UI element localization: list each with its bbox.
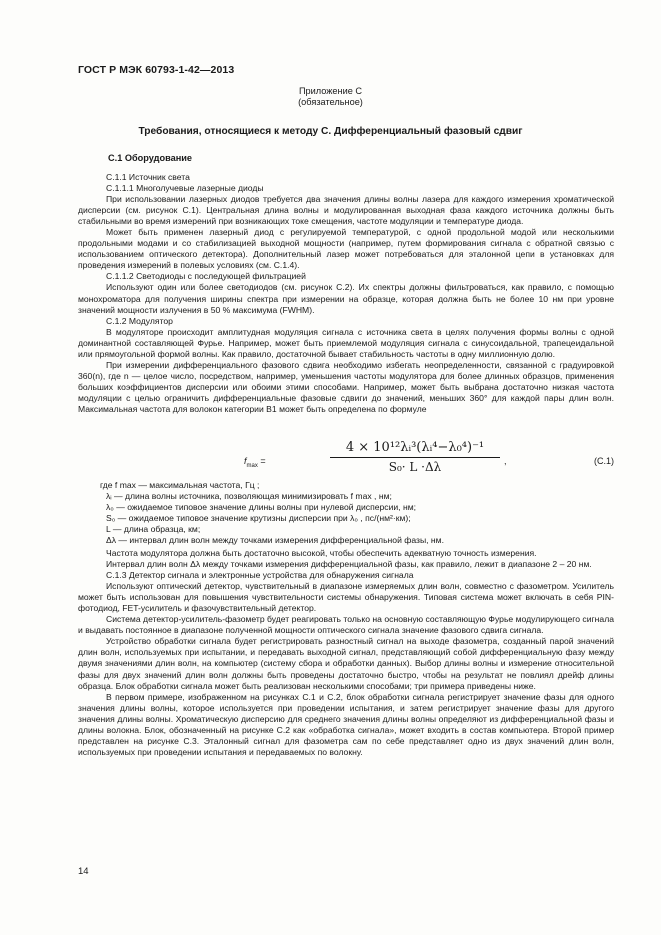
paragraph: Интервал длин волн Δλ между точками измерения дифференциальной фазы, как правило, лежит в диапазоне 2 – 20 нм. bbox=[106, 559, 592, 570]
main-title: Требования, относящиеся к методу С. Дифференциальный фазовый сдвиг bbox=[138, 126, 523, 137]
paragraph: В модуляторе происходит амплитудная модуляция сигнала с источника света в целях получения формы волны с одной доминантной составляющей Фурье. Например, может быть приемлемой модуляция сигнала с синусоидальной, трапецеидальной или прямоугольной формой волны. Как правило, достаточной бывает стабильность частоты в одну миллионную долю. bbox=[78, 326, 614, 359]
paragraph: Используют оптический детектор, чувствительный в диапазоне измеряемых длин волн, совместно с фазометром. Усилитель может быть использован для повышения чувствительности системы обнаружения. Типовая система может включать в себя PIN-фотодиод, FET-усилитель и фазочувствительный детектор. bbox=[78, 581, 614, 614]
paragraph: Может быть применен лазерный диод с регулируемой температурой, с одной продольной модой или несколькими продольными модами и со стабилизацией выходной мощности (например, путем формирования сигнала с обратной связью с использованием оптического детектора). Дополнительный лазер может потребоваться для эталонной цепи в установках для проведения измерений в полевых условиях (см. С.1.4). bbox=[78, 227, 614, 271]
subheading: С.1.3 Детектор сигнала и электронные устройства для обнаружения сигнала bbox=[106, 570, 414, 581]
subheading: С.1.1.1 Многолучевые лазерные диоды bbox=[106, 183, 264, 194]
legend-item: где f max — максимальная частота, Гц ; bbox=[100, 480, 260, 490]
paragraph: Устройство обработки сигнала будет регистрировать разностный сигнал на выходе фазометра, созданный парой значений длин волн, используемых при испытании, и передавать выходной сигнал, представляющий собой дифференциальную фазу между двумя значениями длин волн, на компьютер (систему сбора и обработки данных). Выбор длины волны и измерение относительной фазы для двух значений длин волн должны быть проведены достаточно быстро, чтобы на результат не повлиял дрейф длины образца. Блок обработки сигнала может быть реализован несколькими способами; три примера приведены ниже. bbox=[78, 636, 614, 691]
legend-item: Δλ — интервал длин волн между точками измерения дифференциальной фазы, нм. bbox=[106, 535, 444, 546]
equation-number: (С.1) bbox=[594, 456, 614, 466]
legend-item: S₀ — ожидаемое типовое значение крутизны дисперсии при λ₀ , пс/(нм²·км); bbox=[106, 513, 411, 524]
formula-punctuation: , bbox=[504, 456, 507, 466]
page-number: 14 bbox=[78, 866, 89, 877]
paragraph: Используют один или более светодиодов (см. рисунок С.2). Их спектры должны фильтроваться, как правило, с помощью монохроматора для получения ширины спектра при измерении на образце, которая должна быть не более 10 нм при уровне значений мощности излучения в 50 % максимума (FWHM). bbox=[78, 282, 614, 315]
formula-legend bbox=[100, 480, 614, 547]
formula-c1 bbox=[78, 440, 614, 480]
formula-numerator: 4 × 10¹²λᵢ³(λᵢ⁴−λ₀⁴)⁻¹ bbox=[330, 440, 500, 458]
subheading: С.1.2 Модулятор bbox=[106, 315, 173, 326]
paragraph: При измерении дифференциального фазового сдвига необходимо избегать неопределенности, связанной с градуировкой 360(n), где n — целое число, посредством, например, уменьшения частоты модулятора для более длинных образцов, применения больших коэффициентов дисперсии или обоими этими способами. Например, может быть выбрана достаточно низкая частота модуляции с целью ограничить дифференциальные фазовые сдвиги до значений, меньших 360° для каждой пары длин волн. Максимальная частота для волокон категории В1 может быть определена по формуле bbox=[78, 359, 614, 414]
formula-denominator: S₀· L ·Δλ bbox=[388, 460, 442, 474]
formula-lhs: $f_{max}$ = bbox=[244, 456, 266, 469]
annex-status: (обязательное) bbox=[298, 97, 363, 107]
paragraph: При использовании лазерных диодов требуется два значения длины волны лазера для каждого измерения хроматической дисперсии (см. рисунок С.1). Центральная длина волны и модулированная выходная фаза каждого источника должны быть стабильными во время измерений при возникающих токе смещения, частоте модуляции и температуре диода. bbox=[78, 194, 614, 227]
legend-item: λ₀ — ожидаемое типовое значение длины волны при нулевой дисперсии, нм; bbox=[106, 502, 416, 513]
body-block-2 bbox=[78, 548, 614, 758]
legend-item: L — длина образца, км; bbox=[106, 524, 201, 535]
paragraph: Частота модулятора должна быть достаточно высокой, чтобы обеспечить адекватную точность измерения. bbox=[106, 548, 537, 558]
subheading: С.1.1.2 Светодиоды с последующей фильтрацией bbox=[106, 271, 306, 282]
subheading: С.1.1 Источник света bbox=[106, 172, 190, 182]
annex-title: Приложение С bbox=[298, 86, 363, 96]
section-heading: С.1 Оборудование bbox=[108, 153, 193, 163]
formula-fraction bbox=[330, 440, 500, 474]
paragraph: В первом примере, изображенном на рисунках С.1 и С.2, блок обработки сигнала регистрирует значение фазы для одного значения длины волны, которое используется при проведении испытания, и затем регистрирует значение фазы для другого значения длины волны. Хроматическую дисперсию для среднего значения длины волны определяют из дифференциальной фазы и длины волокна. Блок, обозначенный на рисунке С.2 как «обработка сигнала», может входить в состав компьютера. Второй пример представлен на рисунке С.3. Эталонный сигнал для фазометра сам по себе представляет одно из двух значений длин волн, используемых при проведении испытания и передаваемых по волокну. bbox=[78, 691, 614, 757]
legend-item: λᵢ — длина волны источника, позволяющая минимизировать f max , нм; bbox=[106, 491, 392, 502]
document-header: ГОСТ Р МЭК 60793-1-42—2013 bbox=[78, 64, 235, 76]
body-block-1 bbox=[78, 172, 614, 415]
paragraph: Система детектор-усилитель-фазометр будет реагировать только на основную составляющую Фурье модулирующего сигнала и выдавать постоянное в диапазоне полученной мощности оптического сигнала значение фазового сдвига сигнала. bbox=[78, 614, 614, 636]
